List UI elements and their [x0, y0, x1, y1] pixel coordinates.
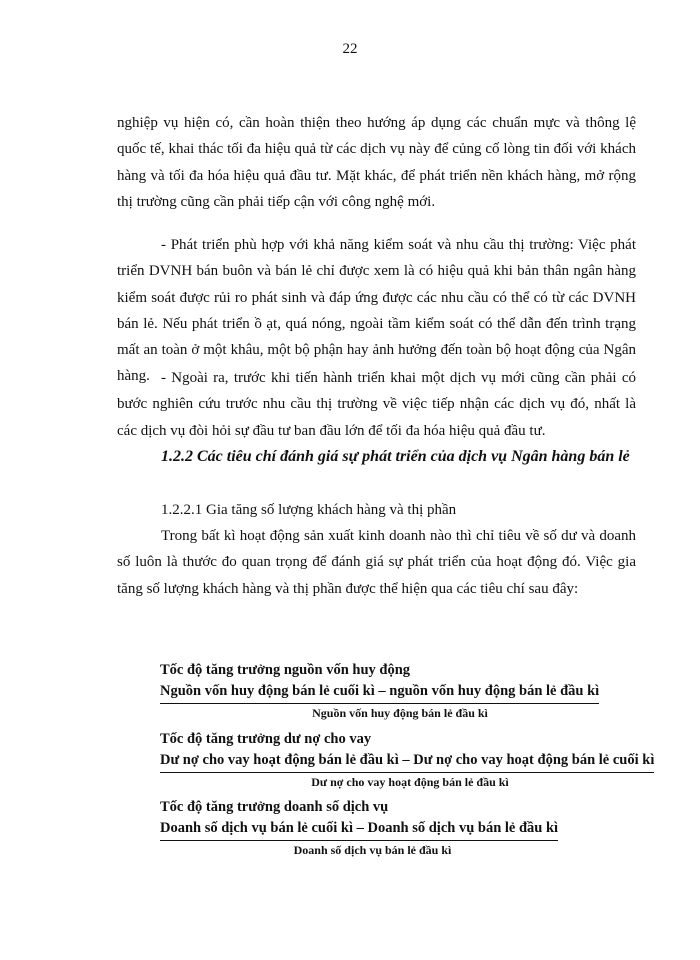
formula-title: Tốc độ tăng trưởng dư nợ cho vay: [160, 731, 372, 747]
formula-title: Tốc độ tăng trưởng doanh số dịch vụ: [160, 799, 389, 815]
paragraph-intro: nghiệp vụ hiện có, cần hoàn thiện theo hướng áp dụng các chuẩn mực và thông lệ quốc tế, khai thác tối đa hiệu quả từ các dịch vụ này để củng cố lòng tin đối với khách hàng và tối đa hóa hiệu quả đầu tư. Mặt khác, để phát triển nền khách hàng, mở rộng thị trường cũng cần phải tiếp cận với công nghệ mới.: [117, 115, 636, 210]
page-number: 22: [342, 41, 358, 57]
formula-numerator: Doanh số dịch vụ bán lẻ cuối kì – Doanh số dịch vụ bán lẻ đầu kì: [160, 818, 558, 841]
formula-denominator: Nguồn vốn huy động bán lẻ đầu kì: [312, 706, 488, 720]
formula-numerator: Nguồn vốn huy động bán lẻ cuối kì – nguồn vốn huy động bán lẻ đầu kì: [160, 681, 599, 704]
paragraph-control-market: - Phát triển phù hợp với khả năng kiểm soát và nhu cầu thị trường: Việc phát triển DVNH bán buôn và bán lẻ chỉ được xem là có hiệu quả khi bản thân ngân hàng kiểm soát được rủi ro phát sinh và đáp ứng được các nhu cầu có thể có từ các DVNH bán lẻ. Nếu phát triển ồ ạt, quá nóng, ngoài tầm kiểm soát có thể dẫn đến trình trạng mất an toàn ở một khâu, một bộ phận hay ảnh hưởng đến toàn bộ hoạt động của Ngân hàng.: [117, 237, 636, 385]
formula-service-revenue-growth: [160, 796, 700, 859]
formula-title: Tốc độ tăng trưởng nguồn vốn huy động: [160, 662, 411, 678]
paragraph-research: - Ngoài ra, trước khi tiến hành triển khai một dịch vụ mới cũng cần phải có bước nghiên cứu trước nhu cầu thị trường về việc tiếp nhận các dịch vụ đó, nhất là các dịch vụ đòi hỏi sự đầu tư ban đầu lớn để tối đa hóa hiệu quả đầu tư.: [117, 370, 636, 439]
subsection-heading: 1.2.2.1 Gia tăng số lượng khách hàng và thị phần: [161, 502, 457, 518]
section-heading: 1.2.2 Các tiêu chí đánh giá sự phát triển của dịch vụ Ngân hàng bán lẻ: [161, 448, 630, 465]
formula-loan-growth: [160, 728, 700, 791]
formula-deposit-growth: [160, 659, 700, 722]
paragraph-criteria: Trong bất kì hoạt động sản xuất kinh doanh nào thì chỉ tiêu về số dư và doanh số luôn là thước đo quan trọng để đánh giá sự phát triển của hoạt động đó. Việc gia tăng số lượng khách hàng và thị phần được thể hiện qua các tiêu chí sau đây:: [117, 528, 636, 597]
formula-denominator: Doanh số dịch vụ bán lẻ đầu kì: [293, 843, 452, 857]
formula-numerator: Dư nợ cho vay hoạt động bán lẻ đầu kì – Dư nợ cho vay hoạt động bán lẻ cuối kì: [160, 750, 654, 773]
formula-denominator: Dư nợ cho vay hoạt động bán lẻ đầu kì: [311, 775, 509, 789]
